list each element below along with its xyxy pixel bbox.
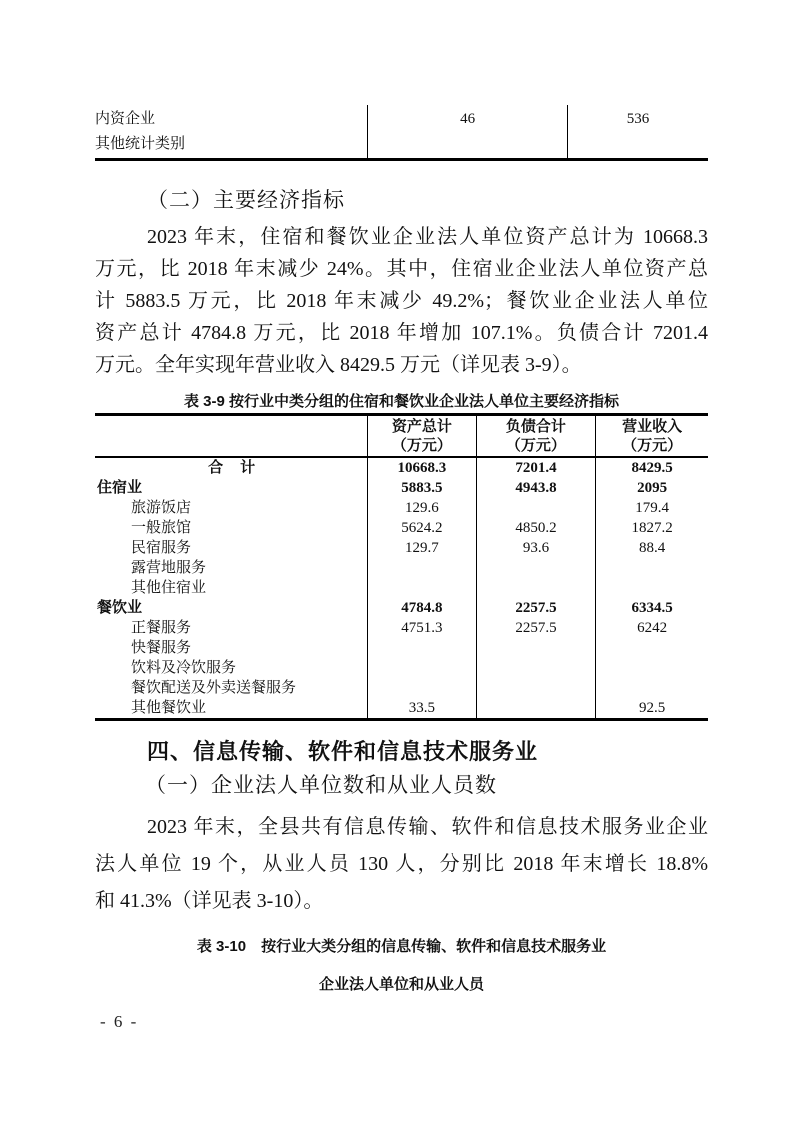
paragraph-line: 2023 年末，全县共有信息传输、软件和信息技术服务业企业 bbox=[147, 816, 708, 838]
table-row: 其他住宿业 bbox=[95, 578, 708, 598]
table-row: 露营地服务 bbox=[95, 558, 708, 578]
table-row bbox=[95, 133, 708, 158]
table-3-10-title-line2: 企业法人单位和从业人员 bbox=[318, 976, 484, 993]
header-cell-liabilities: 负债合计 （万元） bbox=[476, 416, 596, 456]
table-row: 一般旅馆 5624.2 4850.2 1827.2 bbox=[95, 518, 708, 538]
table-3-9-title: 表 3-9 按行业中类分组的住宿和餐饮业企业法人单位主要经济指标 bbox=[183, 393, 620, 410]
table-row-catering: 餐饮业 4784.8 2257.5 6334.5 bbox=[95, 598, 708, 618]
paragraph-line: 法人单位 19 个，从业人员 130 人，分别比 2018 年末增长 18.8% bbox=[95, 853, 708, 875]
paragraph-information-industry bbox=[95, 809, 708, 920]
table-3-9-body bbox=[95, 458, 708, 718]
section-heading-information-industry: 四、信息传输、软件和信息技术服务业 bbox=[147, 739, 539, 764]
subsection-heading-legal-units: （一）企业法人单位数和从业人员数 bbox=[145, 773, 497, 797]
table-row: 饮料及冷饮服务 bbox=[95, 658, 708, 678]
table-3-9-header-row bbox=[95, 416, 708, 458]
paragraph-line: 计 5883.5 万元，比 2018 年末减少 49.2%；餐饮业企业法人单位 bbox=[95, 290, 708, 312]
row-label: 其他统计类别 bbox=[95, 136, 186, 152]
paragraph-line: 万元，比 2018 年末减少 24%。其中，住宿业企业法人单位资产总 bbox=[95, 258, 708, 280]
table-row: 旅游饭店 129.6 179.4 bbox=[95, 498, 708, 518]
header-cell-assets: 资产总计 （万元） bbox=[367, 416, 476, 456]
table-row-accommodation: 住宿业 5883.5 4943.8 2095 bbox=[95, 478, 708, 498]
table-row: 民宿服务 129.7 93.6 88.4 bbox=[95, 538, 708, 558]
row-value-2 bbox=[567, 133, 708, 158]
row-value-2: 536 bbox=[567, 105, 708, 133]
paragraph-line: 万元。全年实现年营业收入 8429.5 万元（详见表 3-9）。 bbox=[95, 354, 582, 376]
table-row: 正餐服务 4751.3 2257.5 6242 bbox=[95, 618, 708, 638]
table-row bbox=[95, 105, 708, 133]
continued-table-fragment bbox=[95, 105, 708, 161]
header-cell-revenue: 营业收入 （万元） bbox=[595, 416, 708, 456]
subsection-heading-economic-indicators: （二）主要经济指标 bbox=[147, 188, 345, 212]
paragraph-line: 2023 年末，住宿和餐饮业企业法人单位资产总计为 10668.3 bbox=[147, 226, 708, 248]
table-3-10-title-line1: 表 3-10 按行业大类分组的信息传输、软件和信息技术服务业 bbox=[196, 938, 607, 955]
table-3-9 bbox=[95, 413, 708, 721]
header-cell-empty bbox=[95, 416, 367, 456]
page-number: - 6 - bbox=[100, 1012, 139, 1031]
row-value-1 bbox=[367, 133, 567, 158]
row-label: 内资企业 bbox=[95, 111, 156, 127]
paragraph-economic bbox=[95, 221, 708, 381]
table-row-total: 合 计 10668.3 7201.4 8429.5 bbox=[95, 458, 708, 478]
table-row: 餐饮配送及外卖送餐服务 bbox=[95, 678, 708, 698]
table-row: 其他餐饮业 33.5 92.5 bbox=[95, 698, 708, 718]
row-value-1: 46 bbox=[367, 105, 567, 133]
paragraph-line: 和 41.3%（详见表 3-10）。 bbox=[95, 890, 324, 912]
page-content bbox=[95, 0, 708, 995]
paragraph-line: 资产总计 4784.8 万元，比 2018 年增加 107.1%。负债合计 7201.4 bbox=[95, 322, 708, 344]
table-row: 快餐服务 bbox=[95, 638, 708, 658]
